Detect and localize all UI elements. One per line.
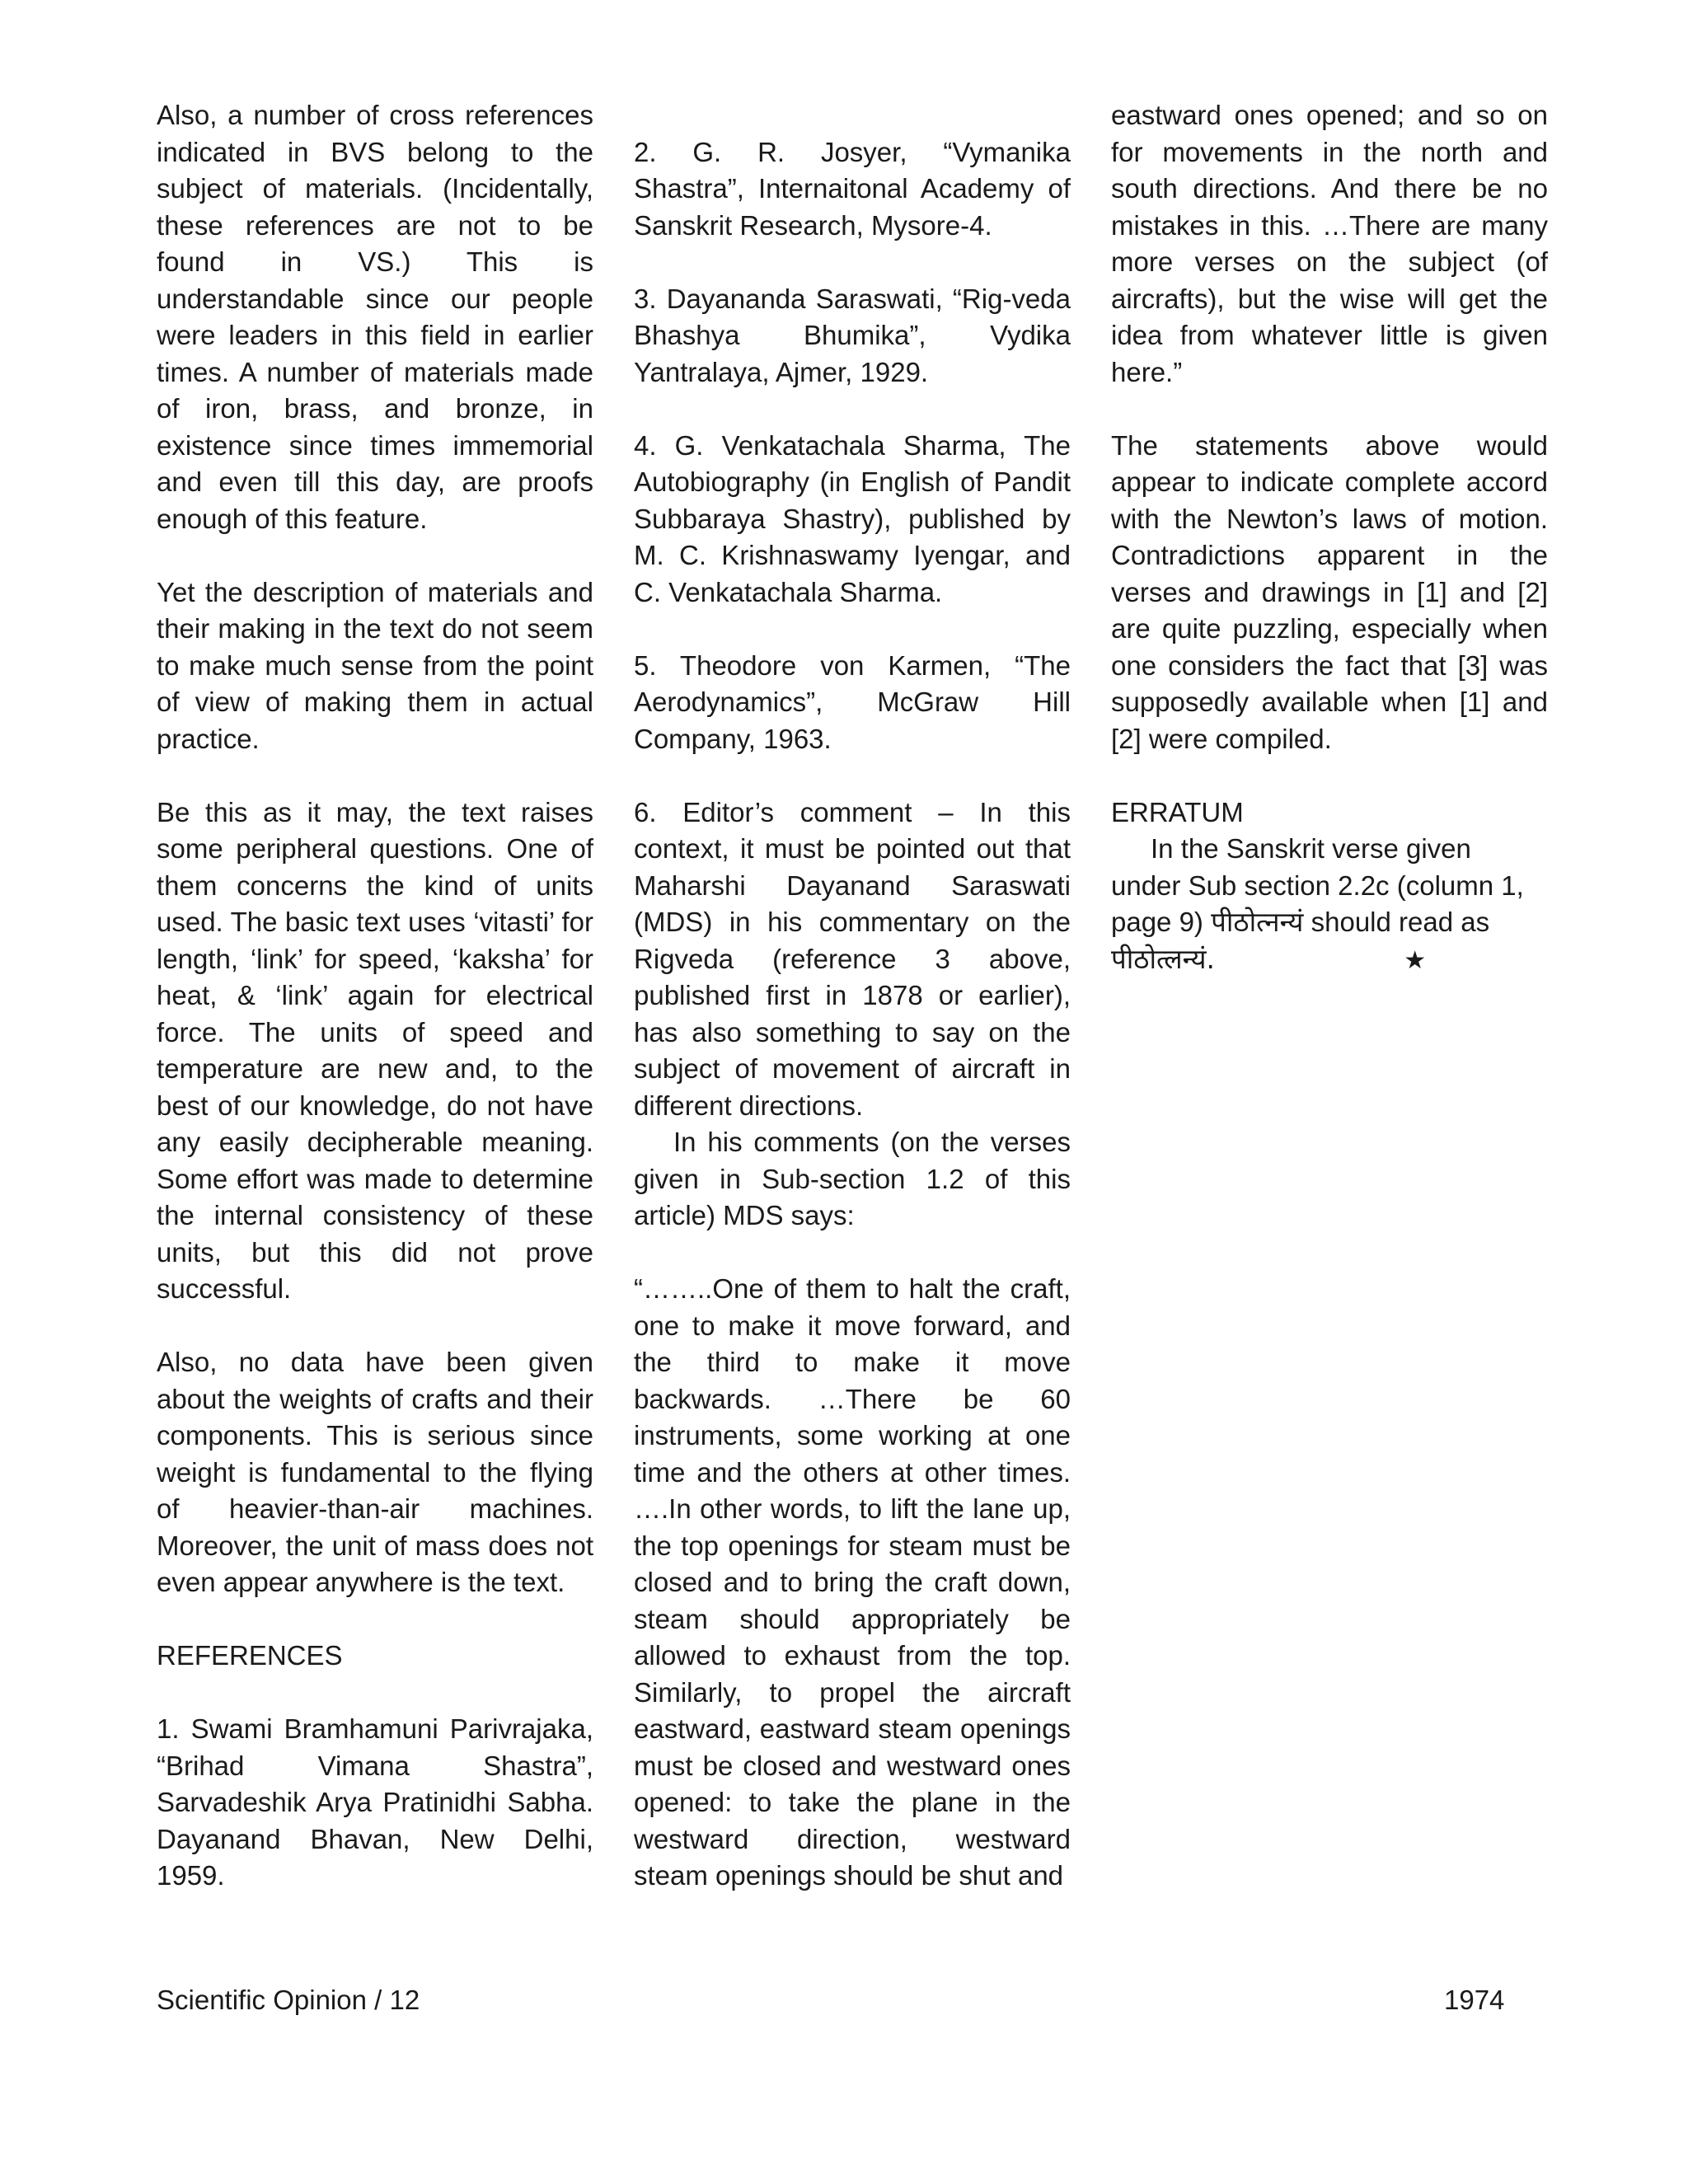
references-heading: REFERENCES	[157, 1640, 343, 1671]
erratum-text-part-1: In the Sanskrit verse given under Sub section 2.2c (column 1, page 9)	[1111, 833, 1524, 937]
text-column-2	[634, 97, 1071, 1895]
paragraph-units: Be this as it may, the text raises some peripheral questions. One of them concerns the kind of units used. The basic text uses ‘vitasti’ for length, ‘link’ for speed, ‘kaksha’ for heat, & ‘link’ again for electrical force. The units of speed and temperature are new and, to the best of our knowledge, do not have any easily decipherable meaning. Some effort was made to determine the internal consistency of these units, but this did not prove successful.	[157, 796, 593, 1304]
erratum-heading: ERRATUM	[1111, 796, 1244, 827]
paragraph-weights: Also, no data have been given about the weights of crafts and their components. This is serious since weight is fundamental to the flying of heavier-than-air machines. Moreover, the unit of mass does not even appear anywhere is the text.	[157, 1347, 593, 1597]
footer-year: 1974	[1444, 1985, 1505, 2015]
text-column-3	[1111, 97, 1548, 979]
reference-3: 3. Dayananda Saraswati, “Rig-veda Bhashya Bhumika”, Vydika Yantralaya, Ajmer, 1929.	[634, 283, 1071, 387]
reference-5: 5. Theodore von Karmen, “The Aerodynamics”, McGraw Hill Company, 1963.	[634, 649, 1071, 754]
erratum-word-correct: पीठोत्लन्यं.	[1111, 942, 1216, 975]
text-column-1	[157, 97, 593, 1895]
mds-quote-continuation: eastward ones opened; and so on for movements in the north and south directions. And there be no mistakes in this. …There are many more verses on the subject (of aircrafts), but the wise will get the idea from whatever little is given here.”	[1111, 100, 1548, 387]
reference-4: 4. G. Venkatachala Sharma, The Autobiography (in English of Pandit Subbaraya Shastry), published by M. C. Krishnaswamy Iyengar, and C. Venkatachala Sharma.	[634, 429, 1071, 607]
erratum-text	[1111, 831, 1548, 941]
paragraph-description: Yet the description of materials and their making in the text do not seem to make much sense from the point of view of making them in actual practice.	[157, 576, 593, 754]
reference-1: 1. Swami Bramhamuni Parivrajaka, “Brihad Vimana Shastra”, Sarvadeshik Arya Pratinidhi Sabha. Dayanand Bhavan, New Delhi, 1959.	[157, 1713, 593, 1891]
paragraph-newton: The statements above would appear to indicate complete accord with the Newton’s laws of motion. Contradictions apparent in the verses and drawings in [1] and [2] are quite puzzling, especially when one considers the fact that [3] was supposedly available when [1] and [2] were compiled.	[1111, 429, 1548, 754]
erratum-correction-line	[1111, 941, 1548, 980]
erratum-word-incorrect: पीठोत्नन्यं	[1211, 906, 1304, 938]
reference-2: 2. G. R. Josyer, “Vymanika Shastra”, Internaitonal Academy of Sanskrit Research, Mysore-4.	[634, 136, 1071, 241]
reference-6-continuation: In his comments (on the verses given in Sub-section 1.2 of this article) MDS says:	[634, 1127, 1071, 1230]
mds-quote: “……..One of them to halt the craft, one to make it move forward, and the third to make it move backwards. …There be 60 instruments, some working at one time and the others at other times. ….In other words, to lift the lane up, the top openings for steam must be closed and to bring the craft down, steam should appropriately be allowed to exhaust from the top. Similarly, to propel the aircraft eastward, eastward steam openings must be closed and westward ones opened: to take the plane in the westward direction, westward steam openings should be shut and	[634, 1273, 1071, 1891]
reference-6-editor-comment: 6. Editor’s comment – In this context, it must be pointed out that Maharshi Dayanand Saraswati (MDS) in his commentary on the Rigveda (reference 3 above, published first in 1878 or earlier), has also something to say on the subject of movement of aircraft in different directions.	[634, 796, 1071, 1121]
paragraph-materials: Also, a number of cross references indicated in BVS belong to the subject of materials. (Incidentally, these references are not to be found in VS.) This is understandable since our people were leaders in this field in earlier times. A number of materials made of iron, brass, and bronze, in existence since times immemorial and even till this day, are proofs enough of this feature.	[157, 100, 593, 534]
footer-journal-page: Scientific Opinion / 12	[157, 1985, 420, 2015]
erratum-text-part-2: should read as	[1311, 907, 1490, 937]
end-star-icon: ★	[1404, 946, 1427, 974]
